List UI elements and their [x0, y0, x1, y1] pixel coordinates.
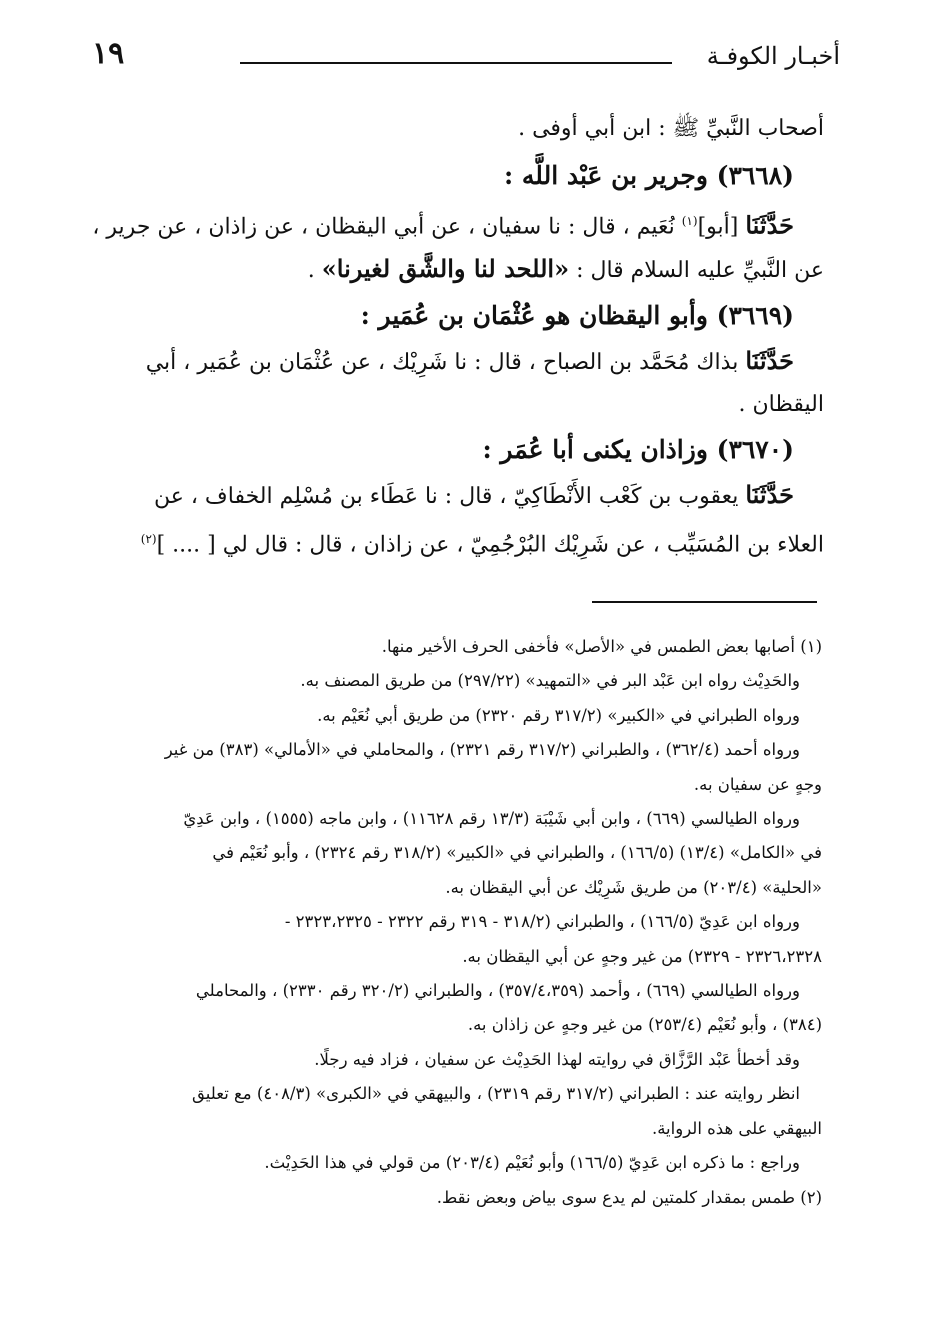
page-number: ١٩ [92, 36, 125, 71]
text-span: . [307, 258, 322, 284]
footnote-line: والحَدِيْث رواه ابن عَبْد البر في «التمهيد» (٢٩٧/٢٢) من طريق المصنف به. [300, 671, 800, 691]
footnote-line: وجهٍ عن سفيان به. [693, 774, 822, 794]
footnote-line: وراجع : ما ذكره ابن عَدِيّ (١٦٦/٥) وأبو نُعَيْم (٢٠٣/٤) من قولي في هذا الحَدِيْث. [264, 1153, 800, 1173]
header-rule [240, 62, 672, 64]
text-span: عن النَّبيِّ عليه السلام قال : [569, 258, 824, 284]
main-text [74, 106, 824, 567]
footnote-line: البيهقي على هذه الرواية. [651, 1118, 822, 1138]
text-line [74, 474, 824, 518]
footnote-rule [592, 601, 817, 603]
text-line: اليقظان . [738, 392, 824, 418]
hadith-lead: حَدَّثَنَا [745, 346, 794, 376]
footnote-line: (١) أصابها بعض الطمس في «الأصل» فأخفى الحرف الأخير منها. [381, 637, 822, 656]
text-span: نُعَيم ، قال : نا سفيان ، عن أبي اليقظان ، عن زاذان ، عن جرير ، [92, 214, 682, 240]
hadith-lead: حَدَّثَنَا [745, 480, 794, 510]
footnote-line: ورواه الطيالسي (٦٦٩) ، وابن أبي شَيْبَة (١٣/٣ رقم ١١٦٢٨) ، وابن ماجه (١٥٥٥) ، وابن عَدِيّ [183, 809, 800, 829]
footnotes [70, 630, 822, 1215]
text-span: بذاك مُحَمَّد بن الصباح ، قال : نا شَرِيْك ، عن عُثْمَان بن عُمَير ، أبي [145, 350, 746, 376]
footnote-line: وقد أخطأ عَبْد الرَّزَّاق في روايته لهذا الحَدِيْث عن سفيان ، فزاد فيه رجلًا. [314, 1049, 800, 1069]
running-title: أخبـار الكوفـة [706, 42, 840, 70]
text-line: أصحاب النَّبيِّ ﷺ : ابن أبي أوفى . [518, 116, 824, 141]
hadith-lead: حَدَّثَنَا [745, 210, 794, 240]
text-line [74, 518, 824, 566]
page-header [70, 34, 840, 94]
footnote-line: «الحلية» (٢٠٣/٤) من طريق شَرِيْك عن أبي اليقظان به. [445, 877, 822, 897]
footnote-line: ٢٣٢٦،٢٣٢٨ - ٢٣٢٩) من غير وجهٍ عن أبي اليقظان به. [462, 946, 822, 966]
text-line [74, 248, 824, 292]
text-line [74, 340, 824, 384]
footnote-line: ورواه الطبراني في «الكبير» (٣١٧/٢ رقم ٢٣٢٠) من طريق أبي نُعَيْم به. [317, 705, 800, 725]
footnote-line: ورواه ابن عَدِيّ (١٦٦/٥) ، والطبراني (٣١٨/٢ - ٣١٩ رقم ٢٣٢٢ - ٢٣٢٣،٢٣٢٥ - [284, 912, 800, 932]
text-span: يعقوب بن كَعْب الأَنْطَاكِيّ ، قال : نا عَطَاء بن مُسْلِم الخفاف ، عن [153, 484, 746, 510]
footnote-line: ورواه أحمد (٣٦٢/٤) ، والطبراني (٣١٧/٢ رقم ٢٣٢١) ، والمحاملي في «الأمالي» (٣٨٣) من غير [164, 740, 800, 760]
footnote-line: انظر روايته عند : الطبراني (٣١٧/٢ رقم ٢٣١٩) ، والبيهقي في «الكبرى» (٤٠٨/٣) مع تعليق [192, 1084, 800, 1104]
text-line [74, 200, 824, 248]
hadith-quote: «اللحد لنا والشَّق لغيرنا» [321, 254, 570, 284]
footnote-line: (٣٨٤) ، وأبو نُعَيْم (٢٥٣/٤) من غير وجهٍ عن زاذان به. [467, 1015, 822, 1035]
text-span: [أبو] [697, 214, 746, 240]
footnote-line: ورواه الطيالسي (٦٦٩) ، وأحمد (٣٥٧/٤،٣٥٩) ، والطبراني (٣٢٠/٢ رقم ٢٣٣٠) ، والمحاملي [195, 981, 800, 1001]
entry-heading: (٣٦٦٩) وأبو اليقظان هو عُثْمَان بن عُمَير : [360, 301, 794, 331]
footnote-line: في «الكامل» (١٣/٤) (١٦٦/٥) ، والطبراني في «الكبير» (٣١٨/٢ رقم ٢٣٢٤) ، وأبو نُعَيْم في [212, 843, 822, 863]
footnote-ref: (٢) [140, 532, 157, 547]
text-span: العلاء بن المُسَيِّب ، عن شَرِيْك البُرْجُمِيّ ، عن زاذان ، قال : قال لي [ .... ] [156, 532, 824, 558]
entry-heading: (٣٦٦٨) وجرير بن عَبْد اللَّه : [503, 161, 794, 190]
entry-heading: (٣٦٧٠) وزاذان يكنى أبا عُمَر : [482, 435, 794, 465]
footnote-line: (٢) طمس بمقدار كلمتين لم يدع سوى بياض وبعض نقط. [436, 1187, 822, 1207]
footnote-ref: (١) [681, 214, 698, 228]
